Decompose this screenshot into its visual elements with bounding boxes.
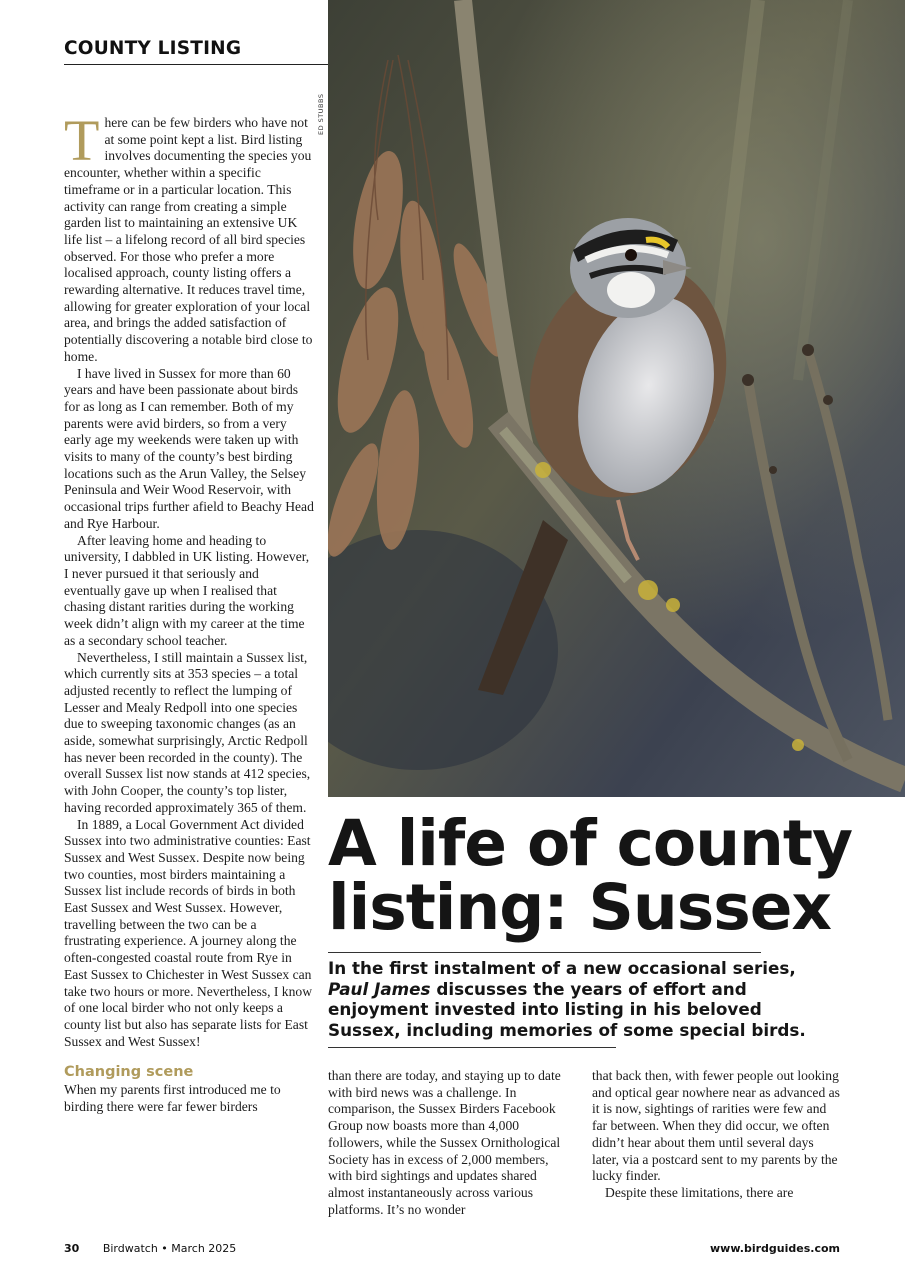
page-footer: [64, 1242, 840, 1255]
body-column-3: [592, 1068, 842, 1202]
drop-cap: T: [64, 108, 100, 173]
paragraph: than there are today, and staying up to date with bird news was a challenge. In comparison, the Sussex Birders Facebook Group now boasts more than 4,000 followers, while the Sussex Ornithological Society has in excess of 2,000 members, with bird sightings and updates shared almost instantaneously across various platforms. It’s no wonder: [328, 1068, 561, 1217]
paragraph: Despite these limitations, there are: [605, 1184, 794, 1200]
paragraph: I have lived in Sussex for more than 60 years and have been passionate about birds for as long as I can remember. Both of my parents were avid birders, so from a very early age my weekends were taken up with visits to many of the county’s best birding locations such as the Arun Valley, the Selsey Peninsula and Weir Wood Reservoir, with occasional trips further afield to Beachy Head and Rye Harbour.: [64, 365, 314, 531]
headline: [328, 807, 888, 944]
bird-photo: [328, 0, 905, 797]
paragraph: Nevertheless, I still maintain a Sussex list, which currently sits at 353 species – a total adjusted recently to reflect the lumping of Lesser and Mealy Redpoll into one species due to sweeping taxonomic changes (as an aside, somewhat surprisingly, Arctic Redpoll has never been recorded in the county). The overall Sussex list now stands at 412 species, with John Cooper, the county’s top lister, having recorded approximately 365 of them.: [64, 649, 311, 815]
headline-line-1: A life of county: [328, 807, 853, 880]
paragraph: After leaving home and heading to university, I dabbled in UK listing. However, I never pursued it that seriously and eventually gave up when I realised that chasing distant rarities during the working week didn’t align with my career at the time as a secondary school teacher.: [64, 532, 310, 648]
photo-credit: ED STUBBS: [317, 93, 325, 135]
paragraph: In 1889, a Local Government Act divided Sussex into two administrative counties: East Sussex and West Sussex. Despite now being two counties, most birders maintaining a Sussex list include records of birds in both East Sussex and West Sussex. However, travelling between the two can be a frustrating experience. A journey along the often-congested coastal route from Rye in East Sussex to Chichester in West Sussex can take two hours or more. Nevertheless, I know of one local birder who not only keeps a county list but also has separate lists for East Sussex and West Sussex!: [64, 816, 313, 1049]
body-column-1: [64, 108, 314, 1116]
website-url: www.birdguides.com: [710, 1242, 840, 1255]
headline-rule: [328, 952, 761, 953]
standfirst: In the first instalment of a new occasional series, Paul James discusses the years of effort and enjoyment invested into listing in his beloved Sussex, including memories of some special birds.: [328, 958, 806, 1040]
section-rule: [64, 64, 330, 65]
section-label: COUNTY LISTING: [64, 38, 242, 59]
page-number: 30: [64, 1242, 80, 1255]
headline-line-2: listing: Sussex: [328, 871, 832, 944]
author-name: Paul James: [328, 978, 431, 999]
subheading: Changing scene: [64, 1064, 194, 1081]
paragraph: When my parents first introduced me to birding there were far fewer birders: [64, 1082, 281, 1115]
standfirst-rule: [328, 1047, 616, 1048]
paragraph: that back then, with fewer people out looking and optical gear nowhere near as advanced as it is now, sightings of rarities were few and far between. When they did occur, we often didn’t hear about them until several days later, via a postcard sent to my parents by the lucky finder.: [592, 1068, 840, 1184]
body-column-2: [328, 1068, 573, 1218]
publication-info: Birdwatch • March 2025: [102, 1242, 237, 1255]
paragraph-intro: There can be few birders who have not at some point kept a list. Bird listing involves documenting the species you encounter, whether within a specific timeframe or in a particular location. This activity can range from creating a simple garden list to maintaining an extensive UK life list – a lifelong record of all bird species observed. For those who prefer a more localised approach, county listing offers a rewarding alternative. It reduces travel time, allowing for greater exploration of your local area, and brings the added satisfaction of potentially discovering a notable bird close to home.: [64, 108, 313, 364]
